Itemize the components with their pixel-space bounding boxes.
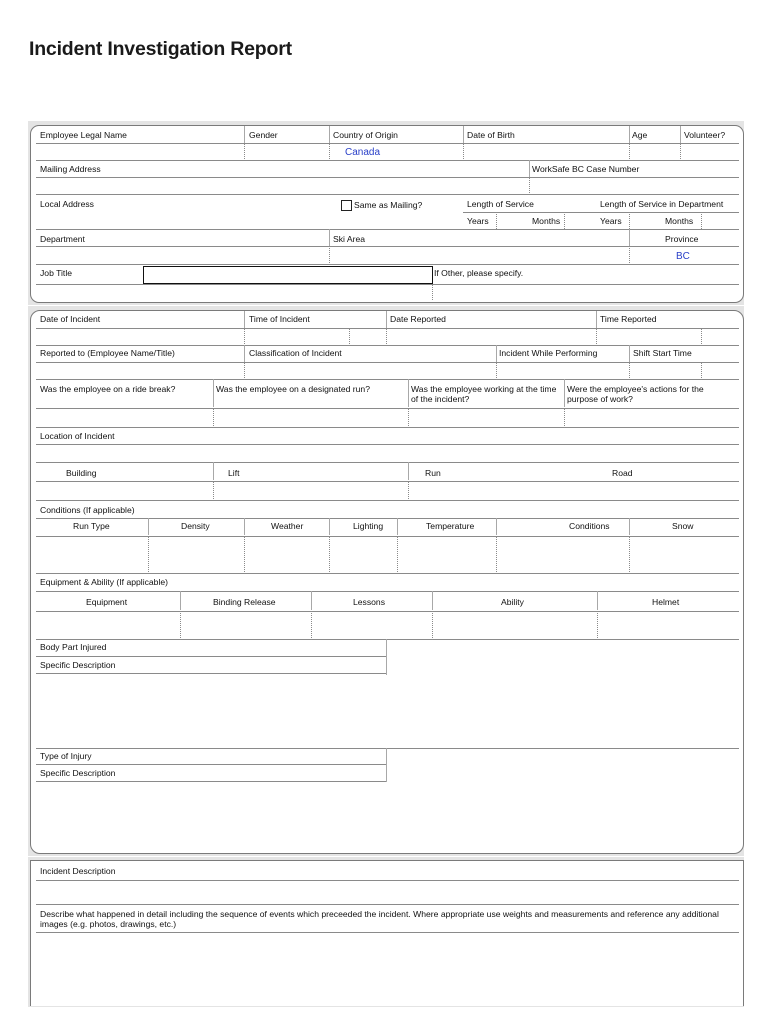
length-of-service-dept-label: Length of Service in Department [600, 199, 724, 209]
col-helmet: Helmet [652, 597, 680, 607]
incident-details-section [30, 310, 744, 854]
age-label: Age [632, 130, 648, 140]
road-label: Road [612, 468, 633, 478]
department-label: Department [40, 234, 85, 244]
months-label: Months [532, 216, 561, 226]
date-of-birth-label: Date of Birth [467, 130, 515, 140]
job-title-label: Job Title [40, 268, 73, 278]
incident-description-section [30, 860, 744, 1006]
col-weather: Weather [271, 521, 304, 531]
if-other-label: If Other, please specify. [434, 268, 524, 278]
reported-to-label: Reported to (Employee Name/Title) [40, 348, 175, 358]
location-of-incident-label: Location of Incident [40, 431, 115, 441]
col-binding-release: Binding Release [213, 597, 276, 607]
ski-area-label: Ski Area [333, 234, 366, 244]
col-lighting: Lighting [353, 521, 384, 531]
years-label: Years [467, 216, 489, 226]
body-part-label: Body Part Injured [40, 642, 107, 652]
classification-label: Classification of Incident [249, 348, 342, 358]
run-label: Run [425, 468, 441, 478]
specific-description-label-2: Specific Description [40, 768, 116, 778]
incident-description-label: Incident Description [40, 866, 116, 876]
same-as-mailing-label: Same as Mailing? [354, 200, 423, 210]
length-of-service-label: Length of Service [467, 199, 534, 209]
country-of-origin-label: Country of Origin [333, 130, 398, 140]
col-density: Density [181, 521, 210, 531]
years-dept-label: Years [600, 216, 622, 226]
local-address-label: Local Address [40, 199, 94, 209]
employee-info-section [30, 125, 744, 303]
volunteer-label: Volunteer? [684, 130, 726, 140]
province-value[interactable]: BC [676, 251, 690, 262]
col-run-type: Run Type [73, 521, 110, 531]
col-equipment: Equipment [86, 597, 128, 607]
q-designated-run: Was the employee on a designated run? [216, 384, 370, 394]
province-label: Province [665, 234, 699, 244]
col-conditions: Conditions [569, 521, 610, 531]
page-title: Incident Investigation Report [29, 38, 292, 60]
date-reported-label: Date Reported [390, 314, 446, 324]
col-lessons: Lessons [353, 597, 386, 607]
q-ride-break: Was the employee on a ride break? [40, 384, 176, 394]
col-snow: Snow [672, 521, 694, 531]
months-dept-label: Months [665, 216, 694, 226]
type-of-injury-label: Type of Injury [40, 751, 92, 761]
worksafe-case-label: WorkSafe BC Case Number [532, 164, 640, 174]
time-of-incident-label: Time of Incident [249, 314, 310, 324]
gender-label: Gender [249, 130, 278, 140]
q-working: Was the employee working at the time of the incident? [411, 384, 557, 404]
col-temperature: Temperature [426, 521, 475, 531]
job-title-input[interactable] [143, 266, 433, 284]
shift-start-label: Shift Start Time [633, 348, 692, 358]
col-ability: Ability [501, 597, 524, 607]
q-actions: Were the employee's actions for the purpose of work? [567, 384, 704, 404]
lift-label: Lift [228, 468, 240, 478]
date-of-incident-label: Date of Incident [40, 314, 101, 324]
building-label: Building [66, 468, 97, 478]
country-value[interactable]: Canada [345, 147, 381, 158]
conditions-label: Conditions (If applicable) [40, 505, 135, 515]
time-reported-label: Time Reported [600, 314, 657, 324]
incident-while-label: Incident While Performing [499, 348, 598, 358]
describe-instructions: Describe what happened in detail including the sequence of events which preceeded the incident. Where appropriate use weights and measurements and reference any additional images (e.g. photos, drawings, etc.) [40, 909, 719, 929]
same-as-mailing-checkbox[interactable] [341, 200, 352, 211]
equipment-label: Equipment & Ability (If applicable) [40, 577, 169, 587]
specific-description-label-1: Specific Description [40, 660, 116, 670]
employee-legal-name-label: Employee Legal Name [40, 130, 127, 140]
mailing-address-label: Mailing Address [40, 164, 101, 174]
